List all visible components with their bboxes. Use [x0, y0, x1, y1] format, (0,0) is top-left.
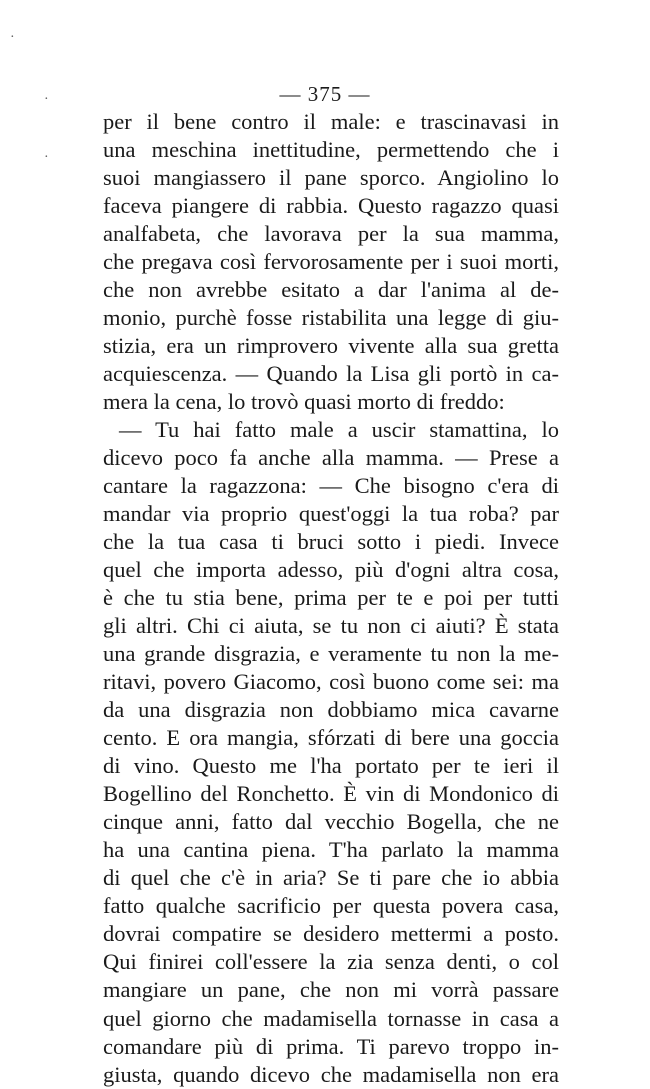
text-line: comandare più di prima. Ti parevo troppo in-: [103, 1033, 559, 1059]
text-line: mangiare un pane, che non mi vorrà passare: [103, 977, 559, 1003]
text-line: ha una cantina piena. T'ha parlato la mamma: [103, 837, 559, 863]
text-line: mera la cena, lo trovò quasi morto di freddo:: [103, 389, 505, 415]
text-line: monio, purchè fosse ristabilita una legge di giu-: [103, 305, 559, 331]
page-number: — 375 —: [279, 82, 371, 106]
body-text: [103, 108, 559, 1089]
margin-speck: ·: [44, 92, 49, 107]
text-line: è che tu stia bene, prima per te e poi per tutti: [103, 585, 559, 611]
margin-speck: ·: [10, 30, 15, 45]
text-line: Qui finirei coll'essere la zia senza denti, o col: [103, 949, 559, 975]
text-line: cantare la ragazzona: — Che bisogno c'era di: [103, 473, 559, 499]
text-line: fatto qualche sacrificio per questa povera casa,: [103, 893, 559, 919]
text-line: giusta, quando dicevo che madamisella non era: [103, 1061, 559, 1087]
text-line: quel giorno che madamisella tornasse in casa a: [103, 1005, 559, 1031]
text-line: per il bene contro il male: e trascinavasi in: [103, 109, 559, 134]
text-line: cento. E ora mangia, sfórzati di bere una goccia: [103, 725, 559, 751]
margin-speck: ·: [44, 150, 49, 165]
text-line: di vino. Questo me l'ha portato per te ieri il: [103, 753, 559, 779]
text-line: che non avrebbe esitato a dar l'anima al de-: [103, 277, 559, 303]
text-line: analfabeta, che lavorava per la sua mamma,: [103, 221, 559, 247]
text-line: Bogellino del Ronchetto. È vin di Mondonico di: [103, 781, 559, 807]
text-line: una meschina inettitudine, permettendo che i: [103, 137, 559, 163]
text-line: dovrai compatire se desidero mettermi a posto.: [103, 921, 559, 947]
text-line: dicevo poco fa anche alla mamma. — Prese a: [103, 445, 559, 471]
text-line: gli altri. Chi ci aiuta, se tu non ci aiuti? È stata: [103, 613, 559, 639]
text-line: da una disgrazia non dobbiamo mica cavarne: [103, 697, 559, 723]
text-line: una grande disgrazia, e veramente tu non la me-: [103, 641, 559, 667]
text-line: quel che importa adesso, più d'ogni altra cosa,: [103, 557, 559, 583]
text-line: faceva piangere di rabbia. Questo ragazzo quasi: [103, 193, 559, 219]
text-line: — Tu hai fatto male a uscir stamattina, lo: [119, 417, 559, 443]
text-line: ritavi, povero Giacomo, così buono come sei: ma: [103, 669, 559, 695]
text-line: che pregava così fervorosamente per i suoi morti,: [103, 249, 559, 275]
text-line: di quel che c'è in aria? Se ti pare che io abbia: [103, 865, 559, 891]
text-line: che la tua casa ti bruci sotto i piedi. Invece: [103, 529, 559, 555]
text-line: suoi mangiassero il pane sporco. Angiolino lo: [103, 165, 559, 191]
text-line: cinque anni, fatto dal vecchio Bogella, che ne: [103, 809, 559, 835]
text-line: mandar via proprio quest'oggi la tua roba? par: [103, 501, 559, 527]
text-line: stizia, era un rimprovero vivente alla sua gretta: [103, 333, 559, 359]
text-line: acquiescenza. — Quando la Lisa gli portò in ca-: [103, 361, 559, 387]
